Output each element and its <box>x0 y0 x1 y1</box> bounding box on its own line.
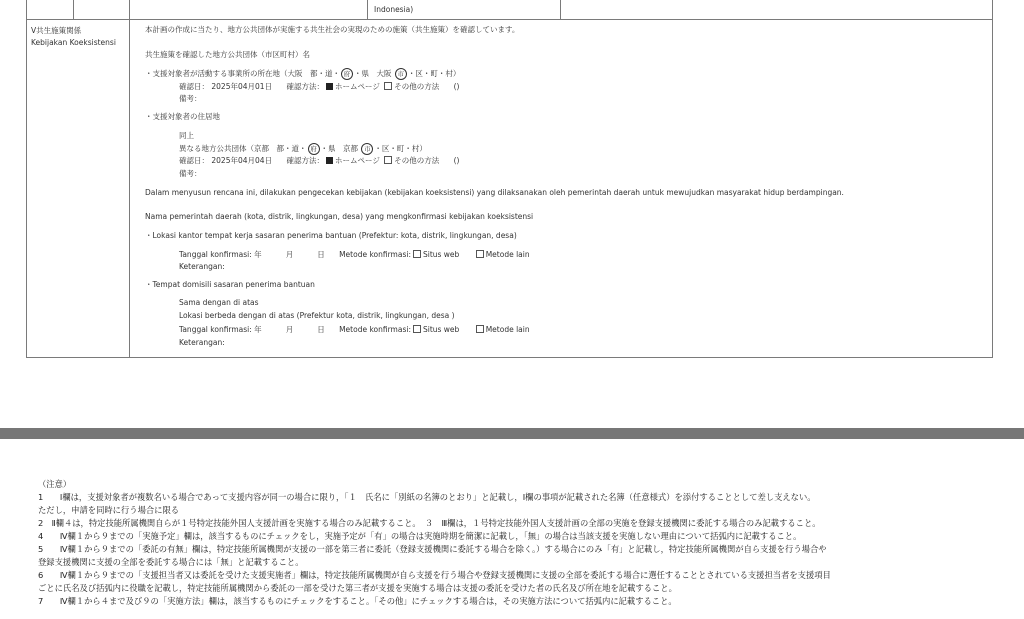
prev-row-divider-b <box>367 0 368 19</box>
checkbox-situs-web[interactable] <box>413 250 421 258</box>
id-workplace-remarks: Keterangan: <box>179 262 225 271</box>
table-right-border <box>992 0 993 358</box>
note-line: 登録支援機関に支援の全部を委託する場合には「無」と記載すること。 <box>38 557 304 567</box>
table-left-border <box>26 0 27 358</box>
jp-residence-confirm: 確認日： 2025年04月04日 確認方法： ホームページ その他の方法 () <box>179 156 460 165</box>
note-line: 4 Ⅳ欄１から９までの「実施予定」欄は，該当するものにチェックをし，実施予定が「有」の場合は実施時期を簡潔に記載し，「無」の場合は当該支援を実施しない理由について括弧内に記載すること。 <box>38 531 802 541</box>
jp-residence-remarks: 備考： <box>179 169 202 178</box>
id-residence-remarks: Keterangan: <box>179 338 225 347</box>
checkbox-other-method[interactable] <box>384 82 392 90</box>
checkbox-metode-lain[interactable] <box>476 325 484 333</box>
jp-residence-label: ・支援対象者の住居地 <box>145 112 220 121</box>
note-line: ただし，申請を同時に行う場合に限る <box>38 505 180 515</box>
checkbox-situs-web[interactable] <box>413 325 421 333</box>
jp-workplace-line: ・支援対象者が活動する事業所の所在地（大阪 都・道・ 府 ・県 大阪 市 ・区・町・村） <box>145 69 461 78</box>
jp-residence-date: 2025年04月04日 <box>211 156 273 165</box>
jp-intro: 本計画の作成に当たり、地方公共団体が実施する共生社会の実現のための施策（共生施策）を確認しています。 <box>145 25 520 34</box>
table-bottom-border <box>26 357 993 358</box>
circled-city-mark: 市 <box>361 143 373 155</box>
jp-residence-same: 同上 <box>179 131 194 140</box>
note-line: 2 Ⅱ欄４は，特定技能所属機関自らが１号特定技能外国人支援計画を実施する場合のみ記載すること。 ３ Ⅲ欄は，１号特定技能外国人支援計画の全部の実施を登録支援機関に委託する場合のみ記載すること。 <box>38 518 821 528</box>
note-line: ごとに氏名及び括弧内に役職を記載し，特定技能所属機関から委託の一部を受けた第三者が支援を実施する場合は支援の委託を受けた者の氏名及び所在地を記載すること。 <box>38 583 677 593</box>
id-heading: Nama pemerintah daerah (kota, distrik, lingkungan, desa) yang mengkonfirmasi kebijakan koeksistensi <box>145 212 534 221</box>
circled-pref-mark: 府 <box>308 143 320 155</box>
id-residence-same: Sama dengan di atas <box>179 298 259 307</box>
notes-title: （注意） <box>38 479 72 489</box>
id-intro: Dalam menyusun rencana ini, dilakukan pengecekan kebijakan (kebijakan koeksistensi) yang dilaksanakan oleh pemerintah daerah untuk mewujudkan masyarakat hidup berdampingan. <box>145 188 844 197</box>
jp-residence-diff-line: 異なる地方公共団体（京都 都・道・ 府 ・県 京都 市 ・区・町・村） <box>179 144 427 153</box>
id-residence-label: ・Tempat domisili sasaran penerima bantuan <box>145 280 315 289</box>
jp-heading: 共生施策を確認した地方公共団体（市区町村）名 <box>145 50 310 59</box>
section-label <box>31 25 127 49</box>
table-col-divider <box>129 0 130 358</box>
checkbox-metode-lain[interactable] <box>476 250 484 258</box>
checkbox-other-method[interactable] <box>384 156 392 164</box>
jp-workplace-date: 2025年04月01日 <box>211 82 273 91</box>
checkbox-homepage-checked[interactable] <box>326 157 333 164</box>
jp-workplace-remarks: 備考： <box>179 94 202 103</box>
section-label-jp: V共生施策関係 <box>31 26 82 35</box>
table-top-border <box>26 19 993 20</box>
circled-pref-mark: 府 <box>341 68 353 80</box>
jp-workplace-confirm: 確認日： 2025年04月01日 確認方法： ホームページ その他の方法 () <box>179 82 460 91</box>
note-line: 5 Ⅳ欄１から９までの「委託の有無」欄は，特定技能所属機関が支援の一部を第三者に委託（登録支援機関に委託する場合を除く。）する場合にのみ「有」と記載し，特定技能所属機関が自ら支援を行う場合や <box>38 544 827 554</box>
id-residence-diff: Lokasi berbeda dengan di atas (Prefektur kota, distrik, lingkungan, desa ) <box>179 311 455 320</box>
id-residence-confirm: Tanggal konfirmasi: 年 月 日 Metode konfirmasi: Situs web Metode lain <box>179 325 530 334</box>
note-line: 6 Ⅳ欄１から９までの「支援担当者又は委託を受けた支援実施者」欄は，特定技能所属機関が自ら支援を行う場合や登録支援機関に支援の全部を委託する場合に選任することとされている支援担当者を支援項目 <box>38 570 831 580</box>
page-separator <box>0 428 1024 439</box>
circled-city-mark: 市 <box>395 68 407 80</box>
prev-row-divider-c <box>560 0 561 19</box>
prev-row-divider-a <box>73 0 74 19</box>
section-label-id: Kebijakan Koeksistensi <box>31 38 116 47</box>
id-workplace-label: ・Lokasi kantor tempat kerja sasaran penerima bantuan (Prefektur: kota, distrik, lingkungan, desa) <box>145 231 517 240</box>
notes-section <box>38 478 998 608</box>
checkbox-homepage-checked[interactable] <box>326 83 333 90</box>
previous-row-fragment: Indonesia) <box>374 5 414 14</box>
id-workplace-confirm: Tanggal konfirmasi: 年 月 日 Metode konfirmasi: Situs web Metode lain <box>179 250 530 259</box>
note-line: 7 Ⅳ欄１から４まで及び９の「実施方法」欄は，該当するものにチェックをすること。「その他」にチェックする場合は，その実施方法について括弧内に記載すること。 <box>38 596 677 606</box>
note-line: 1 Ⅰ欄は，支援対象者が複数名いる場合であって支援内容が同一の場合に限り，「１ 氏名に「別紙の名簿のとおり」と記載し，Ⅰ欄の事項が記載された名簿（任意様式）を添付することとして差し支えない。 <box>38 492 816 502</box>
